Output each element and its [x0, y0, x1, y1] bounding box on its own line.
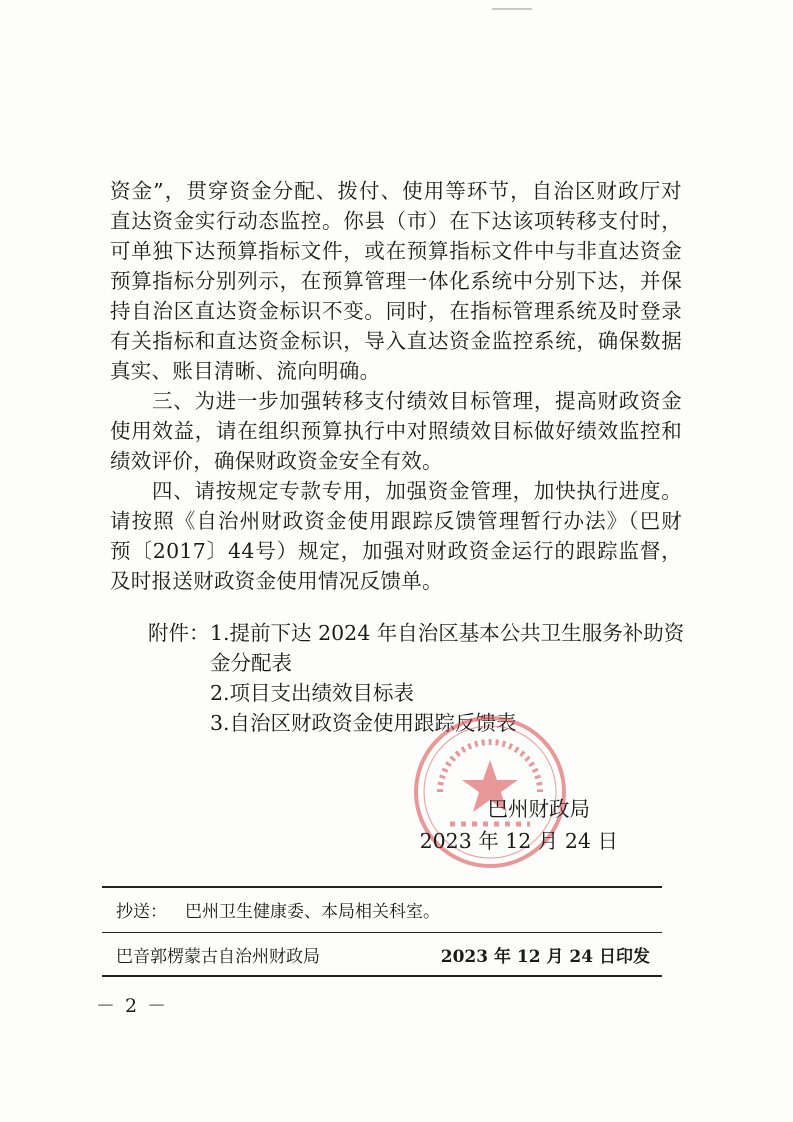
signature-block	[418, 793, 618, 857]
footer-bottom-rule	[102, 975, 662, 977]
issuing-office: 巴音郭楞蒙古自治州财政局	[116, 947, 320, 967]
attachment-item	[210, 618, 688, 678]
attachment-item-line: 1.提前下达 2024 年自治区基本公共卫生服务补助资	[210, 621, 685, 645]
attachment-item	[210, 678, 688, 708]
attachment-item-line: 金分配表	[210, 651, 292, 675]
issue-date: 2023 年 12 月 24 日印发	[440, 947, 650, 967]
body-paragraph: 资金”，贯穿资金分配、拨付、使用等环节，自治区财政厅对直达资金实行动态监控。你县（市）在下达该项转移支付时，可单独下达预算指标文件，或在预算指标文件中与非直达资金预算指标分别列示，在预算管理一体化系统中分别下达，并保持自治区直达资金标识不变。同时，在指标管理系统及时登录有关指标和直达资金标识，导入直达资金监控系统，确保数据真实、账目清晰、流向明确。	[110, 179, 682, 383]
cc-recipients: 巴州卫生健康委、本局相关科室。	[185, 902, 440, 922]
footer-middle-rule	[102, 932, 662, 933]
attachment-item-line: 3.自治区财政资金使用跟踪反馈表	[210, 711, 517, 735]
footer-top-rule	[102, 886, 662, 888]
attachment-item-line: 2.项目支出绩效目标表	[210, 681, 415, 705]
body-paragraph: 四、请按规定专款专用，加强资金管理，加快执行进度。请按照《自治州财政资金使用跟踪反馈管理暂行办法》（巴财预〔2017〕44号）规定，加强对财政资金运行的跟踪监督，及时报送财政资金使用情况反馈单。	[110, 479, 682, 593]
signature-org: 巴州财政局	[487, 797, 590, 821]
document-body	[110, 176, 682, 596]
signature-date: 2023 年 12 月 24 日	[419, 829, 618, 853]
cc-line	[116, 900, 440, 924]
attachments-label: 附件：	[148, 621, 210, 645]
page-number: － 2 －	[96, 995, 169, 1017]
cc-label: 抄送：	[116, 902, 167, 922]
scan-mark	[492, 8, 532, 10]
body-paragraph: 三、为进一步加强转移支付绩效目标管理，提高财政资金使用效益，请在组织预算执行中对照绩效目标做好绩效监控和绩效评价，确保财政资金安全有效。	[110, 389, 682, 473]
